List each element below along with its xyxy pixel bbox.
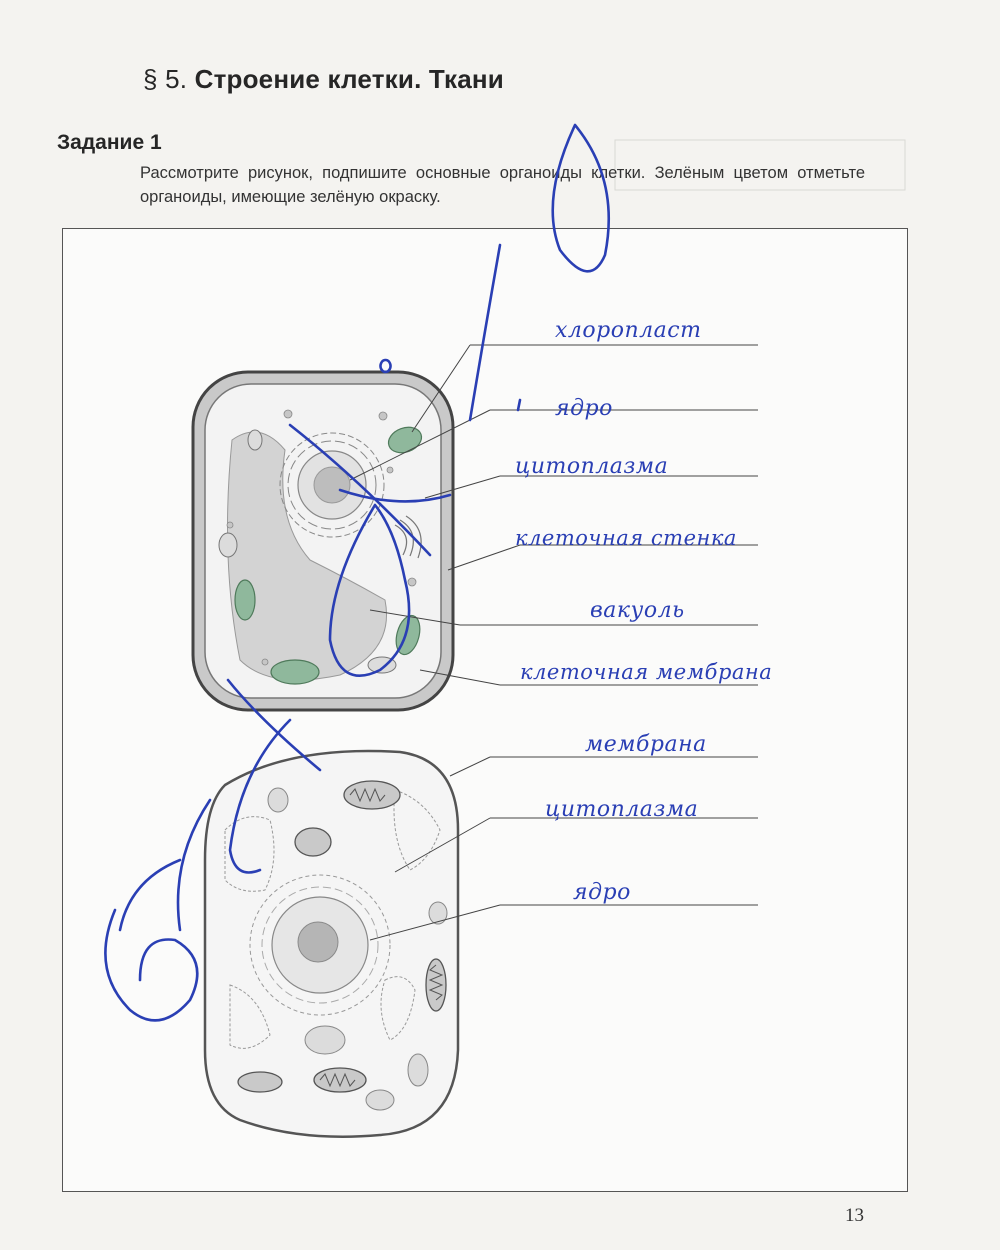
answer-cytoplasm: цитоплазма	[515, 454, 669, 479]
answer-chloroplast: хлоропласт	[555, 318, 702, 343]
animal-cell	[205, 751, 458, 1137]
answer-vacuole: вакуоль	[590, 598, 685, 623]
answer-cytoplasm-animal: цитоплазма	[545, 797, 699, 822]
section-symbol: § 5.	[143, 64, 188, 94]
answer-nucleus-animal: ядро	[573, 880, 631, 905]
task-title: Задание 1	[57, 131, 162, 154]
answer-cell-wall: клеточная стенка	[515, 526, 737, 550]
task-instructions: Рассмотрите рисунок, подпишите основные органоиды клетки. Зелёным цветом отметьте органоиды, имеющие зелёную окраску.	[140, 164, 865, 206]
answer-cell-membrane: клеточная мембрана	[520, 660, 773, 684]
page-number: 13	[845, 1205, 864, 1226]
answer-nucleus: ядро	[555, 396, 613, 421]
nucleolus	[298, 922, 338, 962]
chloroplast-4	[271, 660, 319, 684]
chloroplast-2	[235, 580, 255, 620]
answer-membrane: мембрана	[585, 732, 707, 757]
plant-cell	[193, 372, 453, 710]
section-title-text: Строение клетки. Ткани	[194, 64, 504, 94]
